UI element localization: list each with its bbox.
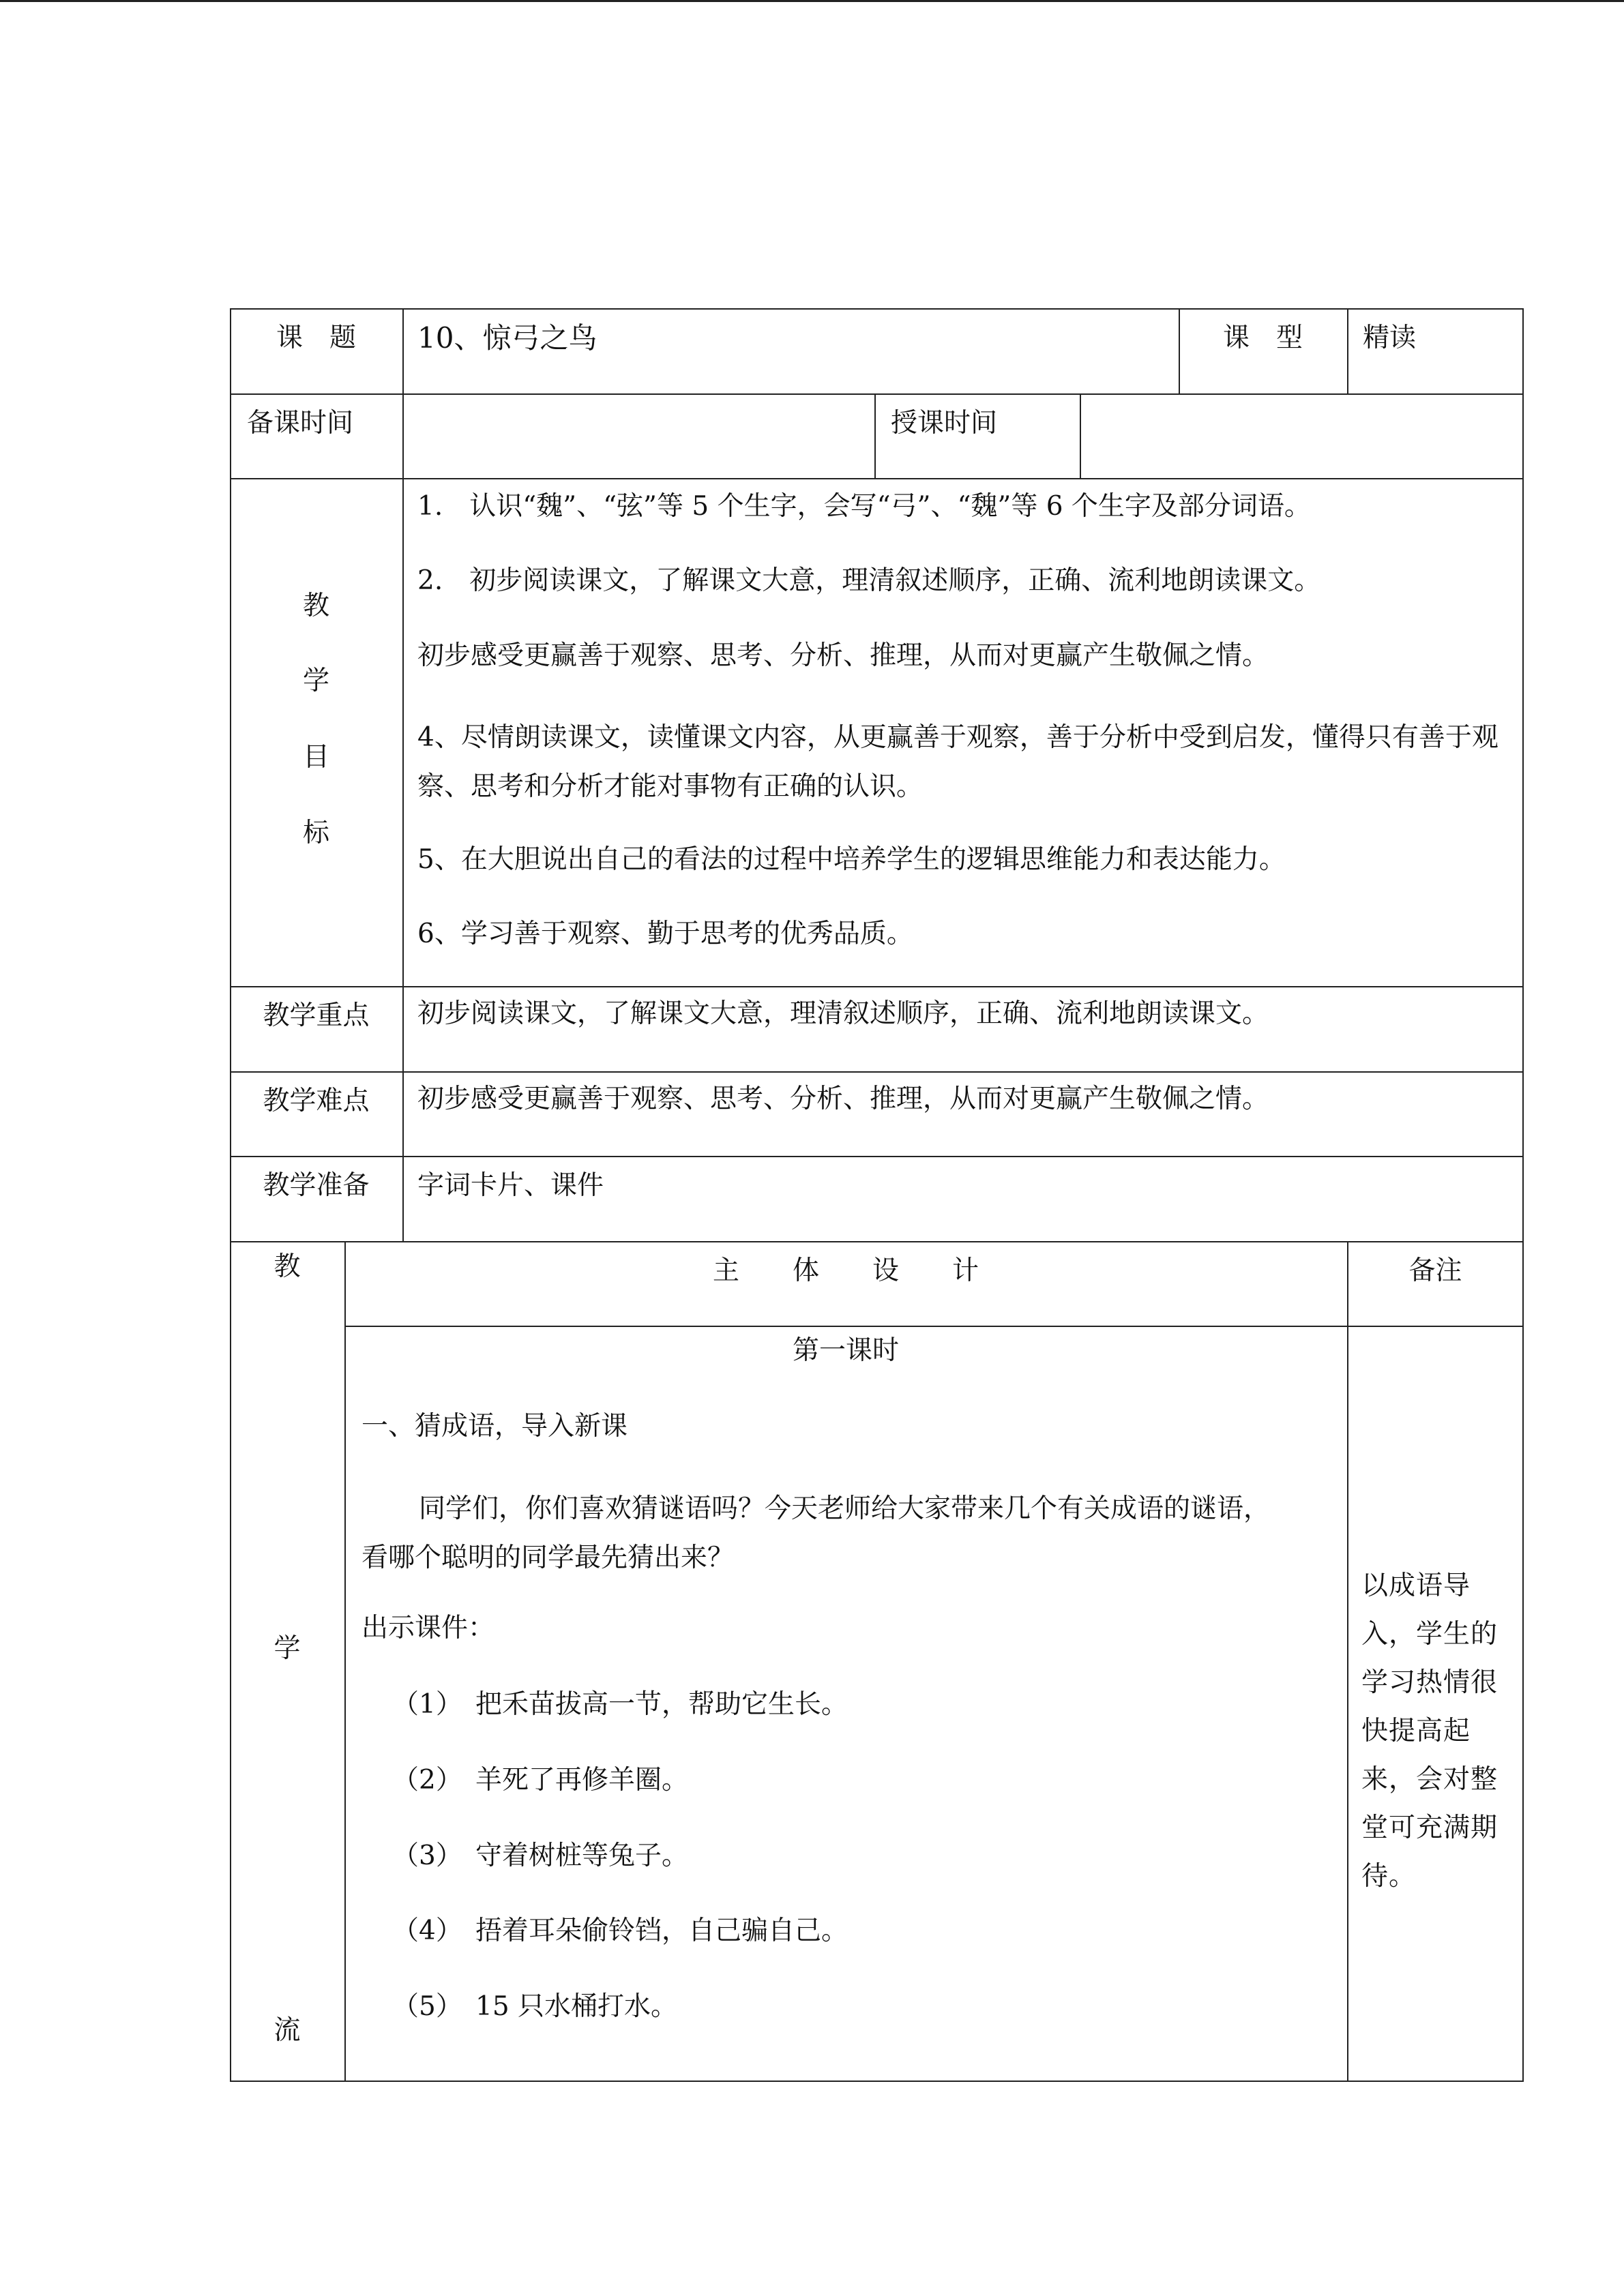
col-divider xyxy=(402,308,404,1241)
goals-label-char: 目 xyxy=(302,742,329,773)
key-points-label: 教学重点 xyxy=(263,1000,370,1031)
teach-time-label: 授课时间 xyxy=(891,408,998,438)
lesson-period-title: 第一课时 xyxy=(792,1335,899,1366)
col-divider xyxy=(1080,393,1081,478)
intro-paragraph: 同学们，你们喜欢猜谜语吗？今天老师给大家带来几个有关成语的谜语，看哪个聪明的同学最先猜出来？ xyxy=(361,1493,1271,1573)
goals-label-char: 教 xyxy=(302,591,329,621)
goal-item: 4、尽情朗读课文，读懂课文内容，从更赢善于观察，善于分析中受到启发，懂得只有善于观察、思考和分析才能对事物有正确的认识。 xyxy=(417,722,1498,802)
row-divider xyxy=(230,986,1524,987)
preparation-value: 字词卡片、课件 xyxy=(417,1170,604,1201)
riddle-number: （3） xyxy=(392,1840,462,1871)
row-divider xyxy=(230,393,1524,395)
col-divider xyxy=(874,393,876,478)
difficulties-value: 初步感受更赢善于观察、思考、分析、推理，从而对更赢产生敬佩之情。 xyxy=(417,1084,1269,1114)
key-points-value: 初步阅读课文，了解课文大意，理清叙述顺序，正确、流利地朗读课文。 xyxy=(417,998,1269,1029)
riddle-text: 捂着耳朵偷铃铛，自己骗自己。 xyxy=(475,1915,848,1946)
row-divider xyxy=(230,1156,1524,1157)
goal-item: 1. 认识“魏”、“弦”等 5 个生字，会写“弓”、“魏”等 6 个生字及部分词语。 xyxy=(417,491,1311,522)
riddle-number: （2） xyxy=(392,1765,462,1795)
remark-note: 以成语导入，学生的学习热情很快提高起来，会对整堂可充满期待。 xyxy=(1361,1570,1498,1892)
difficulties-label: 教学难点 xyxy=(263,1086,370,1116)
lesson-type-label: 课 型 xyxy=(1222,323,1303,353)
goal-item: 初步感受更赢善于观察、思考、分析、推理，从而对更赢产生敬佩之情。 xyxy=(417,640,1269,671)
section-title: 一、猜成语，导入新课 xyxy=(361,1411,628,1442)
title-label: 课 题 xyxy=(276,323,356,353)
goals-label-char: 标 xyxy=(302,818,329,848)
process-label-char: 流 xyxy=(274,2015,301,2046)
col-divider xyxy=(1347,308,1348,393)
riddle-text: 把禾苗拔高一节，帮助它生长。 xyxy=(475,1689,848,1720)
riddle-number: （1） xyxy=(392,1689,462,1720)
process-label-char: 学 xyxy=(274,1633,301,1664)
goal-item: 6、学习善于观察、勤于思考的优秀品质。 xyxy=(417,919,913,949)
goal-item: 5、在大胆说出自己的看法的过程中培养学生的逻辑思维能力和表达能力。 xyxy=(417,844,1286,875)
page-top-border xyxy=(0,0,1624,2)
row-divider xyxy=(230,478,1524,479)
remarks-header: 备注 xyxy=(1408,1255,1462,1286)
lesson-title: 10、惊弓之鸟 xyxy=(417,321,597,355)
prep-time-label: 备课时间 xyxy=(247,408,354,438)
riddle-number: （5） xyxy=(392,1991,462,2022)
process-label-char: 教 xyxy=(274,1251,301,1282)
row-divider xyxy=(230,1071,1524,1073)
col-divider xyxy=(1347,1241,1348,2082)
preparation-label: 教学准备 xyxy=(263,1170,370,1201)
riddle-text: 15 只水桶打水。 xyxy=(475,1991,678,2022)
goal-item: 2. 初步阅读课文，了解课文大意，理清叙述顺序，正确、流利地朗读课文。 xyxy=(417,565,1321,596)
courseware-label: 出示课件： xyxy=(361,1613,495,1643)
row-divider xyxy=(230,1241,1524,1242)
riddle-text: 守着树桩等兔子。 xyxy=(475,1840,689,1871)
main-design-header: 主 体 设 计 xyxy=(712,1255,979,1286)
lesson-type-value: 精读 xyxy=(1363,323,1417,353)
goals-label-char: 学 xyxy=(302,666,329,696)
riddle-text: 羊死了再修羊圈。 xyxy=(475,1765,689,1795)
riddle-number: （4） xyxy=(392,1915,462,1946)
